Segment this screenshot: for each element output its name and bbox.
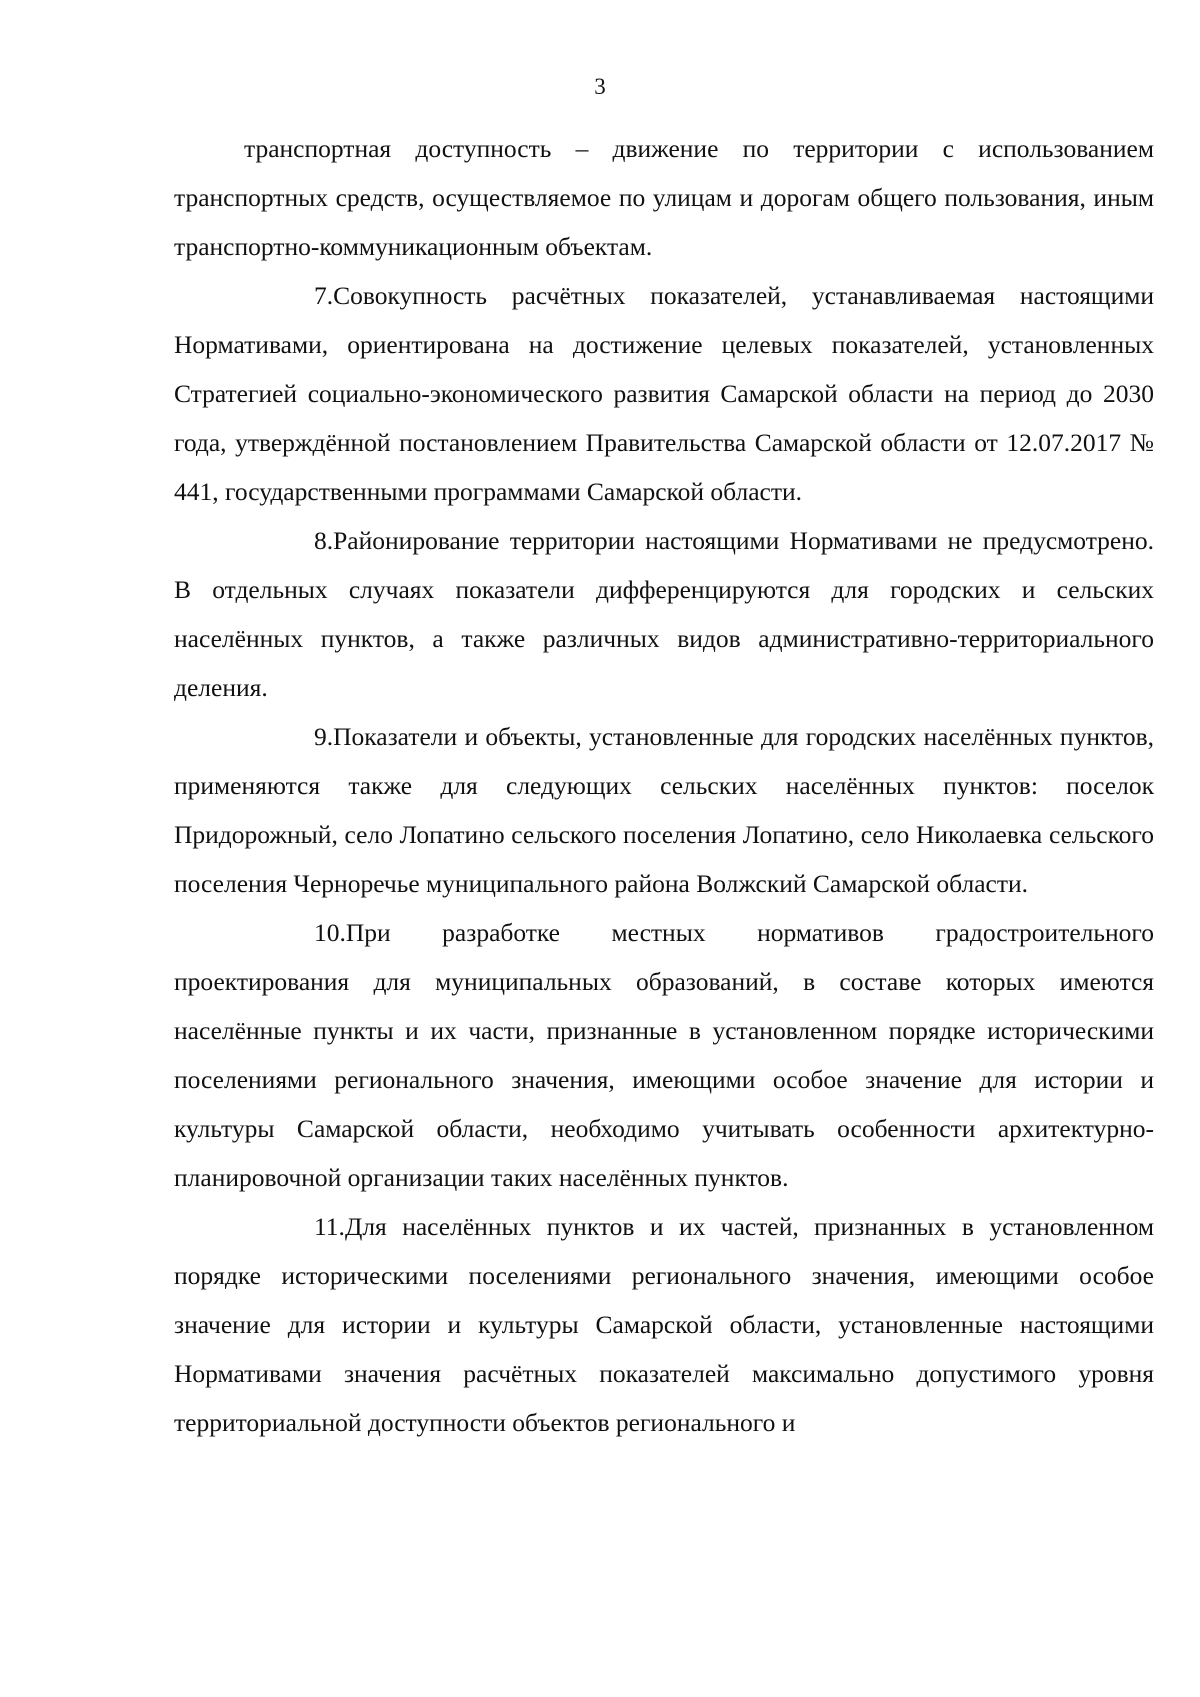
paragraph-continuation <box>174 124 1154 271</box>
paragraph-number: 8. <box>314 526 334 555</box>
paragraph-number: 11. <box>314 1212 345 1241</box>
paragraph-8 <box>174 516 1154 712</box>
paragraph-9 <box>174 712 1154 908</box>
paragraph-text: Показатели и объекты, установленные для городских населённых пунктов, применяются также для следующих сельских населённых пунктов: поселок Придорожный, село Лопатино сельского поселения Лопатино, село Николаевка сельского поселения Черноречье муниципального района Волжский Самарской области. <box>174 722 1154 898</box>
paragraph-text: Совокупность расчётных показателей, устанавливаемая настоящими Нормативами, ориентирована на достижение целевых показателей, установленных Стратегией социально-экономического развития Самарской области на период до 2030 года, утверждённой постановлением Правительства Самарской области от 12.07.2017 № 441, государственными программами Самарской области. <box>174 281 1154 506</box>
paragraph-number: 9. <box>314 722 334 751</box>
paragraph-text: При разработке местных нормативов градостроительного проектирования для муниципальных образований, в составе которых имеются населённые пункты и их части, признанные в установленном порядке историческими поселениями регионального значения, имеющими особое значение для истории и культуры Самарской области, необходимо учитывать особенности архитектурно-планировочной организации таких населённых пунктов. <box>174 918 1154 1192</box>
paragraph-7 <box>174 271 1154 516</box>
paragraph-text: транспортная доступность – движение по территории с использованием транспортных средств, осуществляемое по улицам и дорогам общего пользования, иным транспортно-коммуникационным объектам. <box>174 134 1154 261</box>
page-number: 3 <box>594 74 606 99</box>
paragraph-text: Для населённых пунктов и их частей, признанных в установленном порядке историческими поселениями регионального значения, имеющими особое значение для истории и культуры Самарской области, установленные настоящими Нормативами значения расчётных показателей максимально допустимого уровня территориальной доступности объектов регионального и <box>174 1212 1154 1437</box>
paragraph-number: 7. <box>314 281 334 310</box>
document-body <box>174 124 1154 1447</box>
paragraph-10 <box>174 908 1154 1202</box>
paragraph-text: Районирование территории настоящими Нормативами не предусмотрено. В отдельных случаях показатели дифференцируются для городских и сельских населённых пунктов, а также различных видов административно-территориального деления. <box>174 526 1154 702</box>
paragraph-11 <box>174 1202 1154 1447</box>
paragraph-number: 10. <box>314 918 346 947</box>
